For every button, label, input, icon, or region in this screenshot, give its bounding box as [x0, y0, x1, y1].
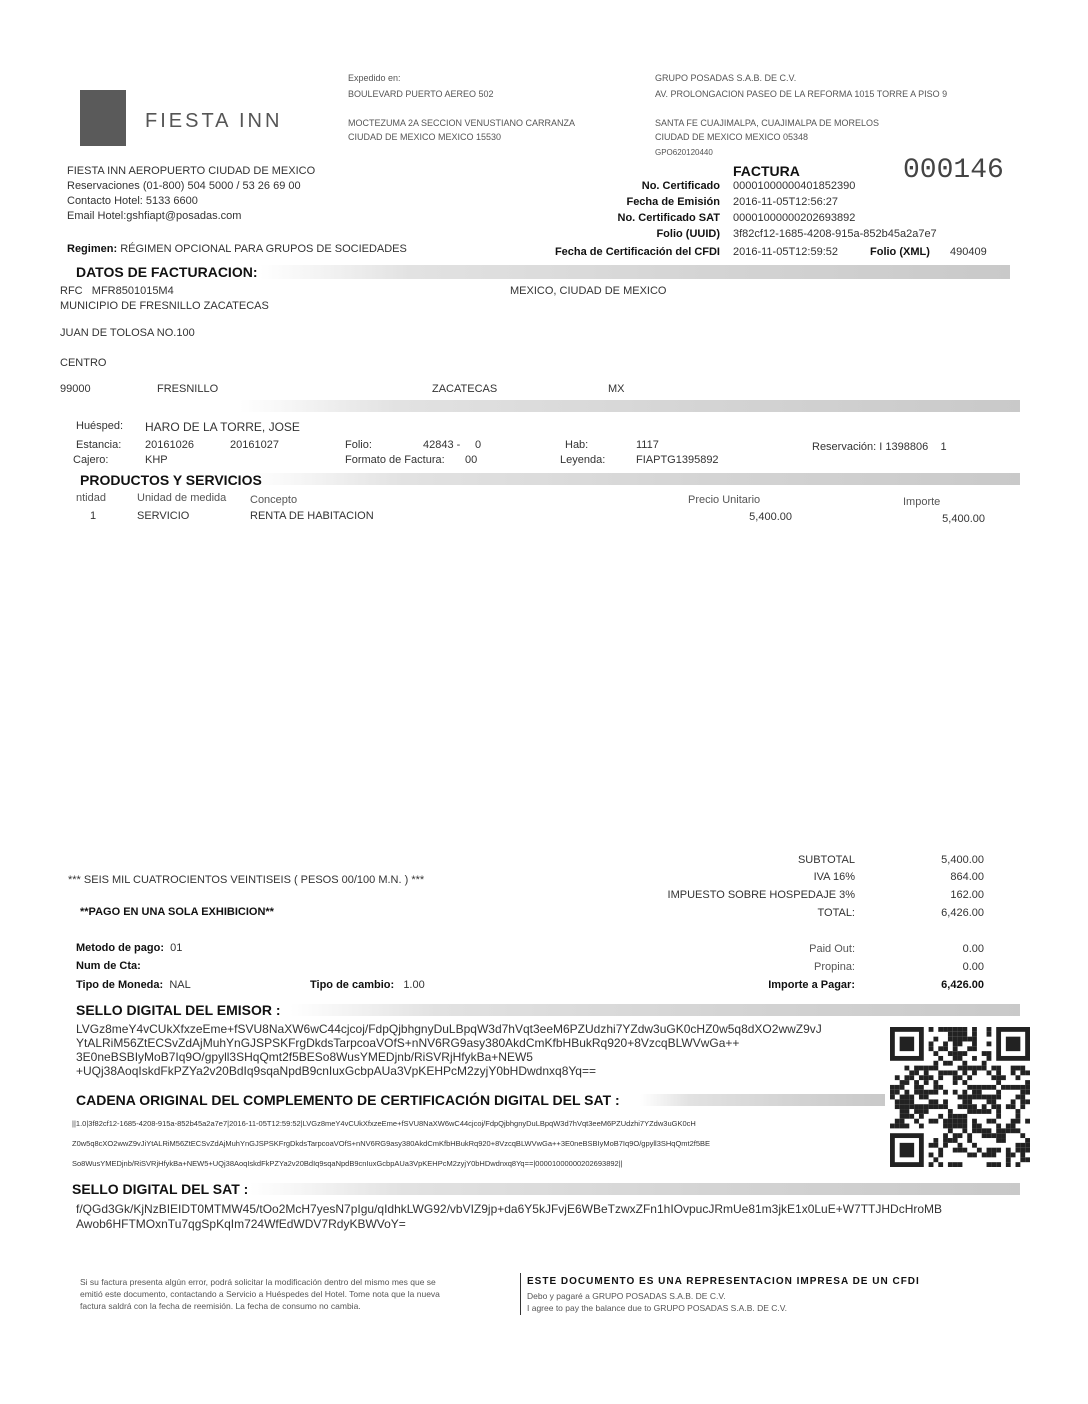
- col-concepto: Concepto: [250, 494, 298, 506]
- expedido-label: Expedido en:: [348, 73, 401, 83]
- regimen-label: Regimen:: [67, 243, 118, 255]
- reservacion-label: Reservación:: [812, 441, 877, 453]
- sello-emisor-line: +UQj38AoqIskdFkPZYa2v20BdIq9sqaNpdB9cnIuxGcbpAUa3VpKEHPcM2zyjY0bHDwdnxq8Yq==: [76, 1064, 596, 1078]
- folio-suffix: 0: [475, 439, 482, 451]
- sello-emisor-line: LVGz8meY4vCUkXfxzeEme+fSVU8NaXW6wC44cjcoj/FdpQjbhgnyDuLBpqW3d7hVqt3eeM6PZUdzhi7YZdw3uGK0cHZ0w5q8dXO2wwZ9vJ: [76, 1022, 822, 1036]
- paid-out-label: Paid Out:: [809, 943, 855, 955]
- total-label: TOTAL:: [817, 907, 855, 919]
- importe-value: 6,426.00: [941, 979, 984, 991]
- emision-label: Fecha de Emisión: [626, 196, 720, 208]
- rfc-label: RFC: [60, 285, 83, 297]
- footer-debo: Debo y pagaré a GRUPO POSADAS S.A.B. DE C.V.: [527, 1291, 726, 1301]
- sello-emisor-text: [76, 1022, 884, 1078]
- moneda: [76, 979, 191, 991]
- cliente-calle: JUAN DE TOLOSA NO.100: [60, 327, 195, 339]
- row-unidad: SERVICIO: [137, 510, 190, 522]
- subtotal-value: 5,400.00: [941, 854, 984, 866]
- iva-label: IVA 16%: [813, 871, 855, 883]
- facturacion-title: DATOS DE FACTURACION:: [76, 264, 258, 280]
- estancia-llegada: 20161026: [145, 439, 194, 451]
- cliente-pais: MX: [608, 383, 625, 395]
- cajero-label: Cajero:: [73, 454, 109, 466]
- cambio: [310, 979, 425, 991]
- section-bar: [250, 473, 1020, 485]
- total-value: 6,426.00: [941, 907, 984, 919]
- issuer-line2: SANTA FE CUAJIMALPA, CUAJIMALPA DE MORELOS: [655, 118, 880, 128]
- regimen-value: RÉGIMEN OPCIONAL PARA GRUPOS DE SOCIEDADES: [120, 243, 407, 255]
- hotel-logo-text: FIESTA INN: [145, 110, 283, 132]
- moneda-value: NAL: [169, 979, 191, 991]
- expedido-line1: BOULEVARD PUERTO AEREO 502: [348, 89, 494, 99]
- folio-label: Folio:: [345, 439, 372, 451]
- reservacion-suffix: 1: [940, 441, 947, 453]
- row-cantidad: 1: [90, 510, 97, 522]
- factura-title: FACTURA: [733, 163, 800, 179]
- hospedaje-label: IMPUESTO SOBRE HOSPEDAJE 3%: [667, 889, 855, 901]
- metodo-value: 01: [170, 942, 183, 954]
- row-importe: 5,400.00: [942, 513, 985, 525]
- emision-value: 2016-11-05T12:56:27: [733, 196, 838, 208]
- formato-value: 00: [465, 454, 478, 466]
- folio-value: 42843 -: [423, 439, 461, 451]
- huesped-value: HARO DE LA TORRE, JOSE: [145, 420, 300, 434]
- sello-sat-line: Awob6HFTMOxnTu7qgSpKqIm724WfEdWDV7RdyKBWVoY=: [76, 1217, 406, 1231]
- reservacion-value: I 1398806: [879, 441, 929, 453]
- propina-value: 0.00: [962, 961, 984, 973]
- leyenda-label: Leyenda:: [560, 454, 606, 466]
- cadena-text: [72, 1114, 887, 1174]
- hab-value: 1117: [636, 439, 659, 451]
- col-cantidad: ntidad: [76, 492, 106, 504]
- sello-emisor-title: SELLO DIGITAL DEL EMISOR :: [76, 1002, 281, 1018]
- reservacion: [812, 441, 947, 453]
- hab-label: Hab:: [565, 439, 589, 451]
- cadena-line: Z0w5q8cXO2wwZ9vJiYtALRiM56ZtECSvZdAjMuhYnGJSPSKFrgDkdsTarpcoaVOfS+nNV6RG9asy380AkdCmKfbHBukRq920+8VzcqBLWVwGa++3E0neBSBIyMoB7Iq9O/gpyll3SHqQmt2f5BE: [72, 1139, 711, 1148]
- formato-label: Formato de Factura:: [345, 454, 445, 466]
- hotel-logo-mark: [80, 90, 126, 146]
- fecha-cert-value: 2016-11-05T12:59:52: [733, 246, 838, 258]
- footer-disclaimer: [80, 1276, 440, 1312]
- sello-emisor-line: 3E0neBSBIyMoB7Iq9O/gpyll3SHqQmt2f5BESo8WusYMEDjnb/RiSVRjHfykBa+NEW5: [76, 1050, 533, 1064]
- huesped-label: Huésped:: [76, 420, 124, 432]
- folio-xml-value: 490409: [950, 246, 987, 258]
- issuer-line1: AV. PROLONGACION PASEO DE LA REFORMA 1015 TORRE A PISO 9: [655, 89, 948, 99]
- footer-disclaimer-line: Si su factura presenta algún error, podrá solicitar la modificación dentro del mismo mes que se: [80, 1277, 436, 1287]
- cliente-ciudad: FRESNILLO: [157, 383, 219, 395]
- total-en-letra: *** SEIS MIL CUATROCIENTOS VEINTISEIS ( PESOS 00/100 M.N. ) ***: [68, 874, 425, 886]
- folio-xml-label: Folio (XML): [870, 246, 930, 258]
- footer-disclaimer-line: factura saldrá con la fecha de reemisión. La fecha de consumo no cambia.: [80, 1301, 361, 1311]
- cadena-line: ||1.0|3f82cf12-1685-4208-915a-852b45a2a7e7|2016-11-05T12:59:52|LVGz8meY4vCUkXfxzeEme+fSVU8NaXW6wC44cjcoj/FdpQjbhgnyDuLBpqW3d7hVqt3eeM6PZUdzhi7YZdw3uGK0cH: [72, 1119, 696, 1128]
- cert-value: 00001000000401852390: [733, 180, 856, 192]
- iva-value: 864.00: [950, 871, 984, 883]
- section-bar: [250, 1183, 1020, 1195]
- moneda-label: Tipo de Moneda:: [76, 979, 164, 991]
- cliente-lugar: MEXICO, CIUDAD DE MEXICO: [510, 285, 667, 297]
- qr-code-icon: [890, 1027, 1030, 1167]
- hotel-contacto: Contacto Hotel: 5133 6600: [67, 195, 198, 207]
- sello-sat-line: f/QGd3Gk/KjNzBIEIDT0MTMW45/tOo2McH7yesN7pIgu/qIdhkLWG92/vbVIZ9jp+da6Y5kJFvjE6WBeTzwxZFn1hIOvpucJRmUe81m3jkE1x0LuE+W7TTJHDcHroMB: [76, 1202, 943, 1216]
- hotel-reservaciones: Reservaciones (01-800) 504 5000 / 53 26 69 00: [67, 180, 301, 192]
- metodo-pago: [76, 942, 182, 954]
- expedido-line3: CIUDAD DE MEXICO MEXICO 15530: [348, 132, 502, 142]
- hospedaje-value: 162.00: [950, 889, 984, 901]
- col-unidad: Unidad de medida: [137, 492, 227, 504]
- cliente-cp: 99000: [60, 383, 91, 395]
- issuer-rfc: GPO620120440: [655, 148, 713, 157]
- row-concepto: RENTA DE HABITACION: [250, 510, 374, 522]
- cambio-label: Tipo de cambio:: [310, 979, 395, 991]
- pago-unico: **PAGO EN UNA SOLA EXHIBICION**: [80, 906, 274, 918]
- uuid-label: Folio (UUID): [656, 228, 720, 240]
- cajero-value: KHP: [145, 454, 168, 466]
- propina-label: Propina:: [814, 961, 855, 973]
- cert-label: No. Certificado: [641, 180, 720, 192]
- footer-divider: [520, 1273, 521, 1315]
- fecha-cert-label: Fecha de Certificación del CFDI: [554, 246, 720, 258]
- importe-label: Importe a Pagar:: [768, 979, 855, 991]
- issuer-line3: CIUDAD DE MEXICO MEXICO 05348: [655, 132, 809, 142]
- footer-cfdi-title: ESTE DOCUMENTO ES UNA REPRESENTACION IMPRESA DE UN CFDI: [527, 1276, 920, 1287]
- regimen: [67, 243, 407, 255]
- paid-out-value: 0.00: [962, 943, 984, 955]
- row-precio: 5,400.00: [749, 511, 792, 523]
- expedido-line2: MOCTEZUMA 2A SECCION VENUSTIANO CARRANZA: [348, 118, 576, 128]
- rfc-value: MFR8501015M4: [91, 285, 174, 297]
- productos-title: PRODUCTOS Y SERVICIOS: [80, 472, 262, 488]
- section-bar: [640, 1094, 885, 1106]
- cliente-nombre: MUNICIPIO DE FRESNILLO ZACATECAS: [60, 300, 269, 312]
- estancia-salida: 20161027: [230, 439, 279, 451]
- col-importe: Importe: [903, 496, 941, 508]
- leyenda-value: FIAPTG1395892: [636, 454, 719, 466]
- sello-sat-title: SELLO DIGITAL DEL SAT :: [72, 1181, 249, 1197]
- issuer-name: GRUPO POSADAS S.A.B. DE C.V.: [655, 73, 797, 83]
- hotel-email: Email Hotel:gshfiapt@posadas.com: [67, 210, 242, 222]
- footer-agree: I agree to pay the balance due to GRUPO POSADAS S.A.B. DE C.V.: [527, 1303, 788, 1313]
- section-bar: [290, 1004, 1020, 1016]
- cuenta-label: Num de Cta:: [76, 960, 141, 972]
- uuid-value: 3f82cf12-1685-4208-915a-852b45a2a7e7: [733, 228, 937, 240]
- section-bar: [240, 400, 1020, 412]
- rfc: [60, 285, 174, 297]
- cliente-colonia: CENTRO: [60, 357, 107, 369]
- cert-sat-value: 00001000000202693892: [733, 212, 856, 224]
- sello-sat-text: [76, 1202, 1026, 1232]
- factura-number: 000146: [903, 155, 1004, 186]
- estancia-label: Estancia:: [76, 439, 122, 451]
- hotel-name: FIESTA INN AEROPUERTO CIUDAD DE MEXICO: [67, 165, 316, 177]
- cadena-title: CADENA ORIGINAL DEL COMPLEMENTO DE CERTIFICACIÓN DIGITAL DEL SAT :: [76, 1092, 620, 1108]
- section-bar: [260, 265, 1010, 279]
- col-precio: Precio Unitario: [688, 494, 761, 506]
- cambio-value: 1.00: [403, 979, 425, 991]
- cadena-line: So8WusYMEDjnb/RiSVRjHfykBa+NEW5+UQj38AoqIskdFkPZYa2v20BdIq9sqaNpdB9cnIuxGcbpAUa3VpKEHPcM2zyjY0bHDwdnxq8Yq==|00001000000202693892||: [72, 1159, 623, 1168]
- sello-emisor-line: YtALRiM56ZtECSvZdAjMuhYnGJSPSKFrgDkdsTarpcoaVOfS+nNV6RG9asy380AkdCmKfbHBukRq920+8VzcqBLWVwGa++: [76, 1036, 740, 1050]
- footer-disclaimer-line: emitió este documento, contactando a Servicio a Huéspedes del Hotel. Tome nota que la nueva: [80, 1289, 440, 1299]
- metodo-label: Metodo de pago:: [76, 942, 164, 954]
- cliente-estado: ZACATECAS: [432, 383, 498, 395]
- subtotal-label: SUBTOTAL: [797, 854, 855, 866]
- cert-sat-label: No. Certificado SAT: [617, 212, 720, 224]
